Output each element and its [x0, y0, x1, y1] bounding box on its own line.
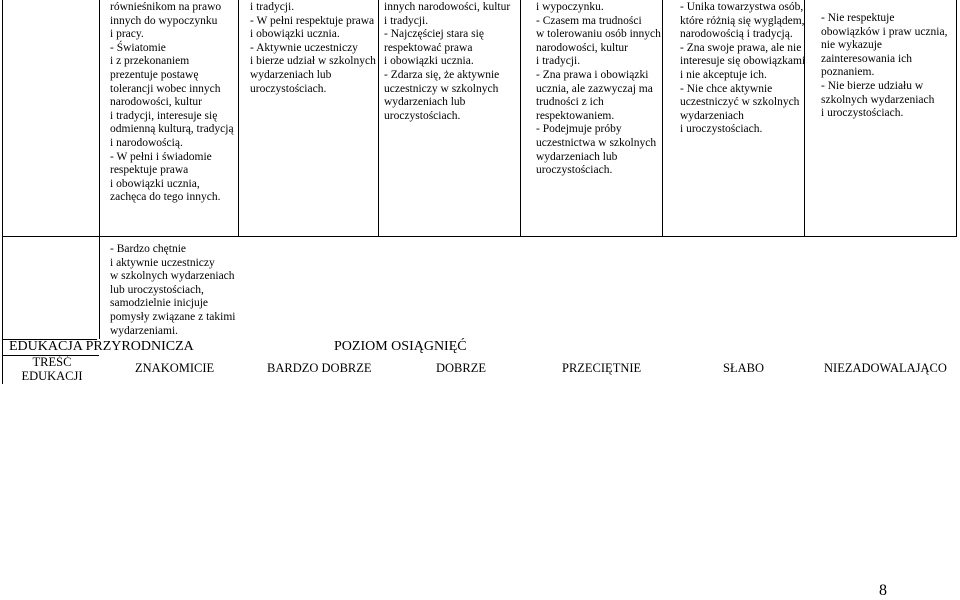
cell-col5: - Unika towarzystwa osób, które różnią się wyglądem, narodowością i tradycją. - Zna swoje prawa, ale nie interesuje się obowiązkami i nie akceptuje ich. - Nie chce aktywnie uczestniczyć w szkolnych wydarzeniach i uroczystościach.	[680, 1, 806, 136]
cell-col6: - Nie respektuje obowiązków i praw ucznia, nie wykazuje zainteresowania ich poznaniem. - Nie bierze udziału w szkolnych wydarzeniach i uroczystościach.	[821, 12, 948, 120]
content-label: TREŚĆ EDUKACJI	[21, 355, 83, 383]
column-divider-5	[662, 0, 663, 236]
table-border-left	[2, 0, 3, 384]
level-header-poor: SŁABO	[723, 361, 764, 375]
level-header-very-good: BARDZO DOBRZE	[267, 361, 372, 375]
level-title: POZIOM OSIĄGNIĘĆ	[334, 339, 467, 354]
column-divider-2	[238, 0, 239, 236]
cell-col1-lower: - Bardzo chętnie i aktywnie uczestniczy w szkolnych wydarzeniach lub uroczystościach, samodzielnie inicjuje pomysły związane z takimi wydarzeniami.	[110, 243, 236, 337]
table-border-right	[956, 0, 957, 236]
level-header-excellent: ZNAKOMICIE	[135, 361, 215, 375]
column-divider-4	[520, 0, 521, 236]
column-divider-1	[99, 0, 100, 339]
page-number: 8	[879, 582, 887, 599]
cell-col1-upper: równieśnikom na prawo innych do wypoczynku i pracy. - Światomie i z przekonaniem prezentuje postawę tolerancji wobec innych narodowości, kultur i tradycji, interesuje się odmienną kulturą, tradycją i narodowością. - W pełni i świadomie respektuje prawa i obowiązki ucznia, zachęca do tego innych.	[110, 1, 234, 204]
level-header-average: PRZECIĘTNIE	[562, 361, 642, 375]
level-header-unsatisfactory: NIEZADOWALAJĄCO	[824, 361, 947, 375]
column-divider-3	[378, 0, 379, 236]
cell-col3: innych narodowości, kultur i tradycji. - Najczęściej stara się respektować prawa i obowiązki ucznia. - Zdarza się, że aktywnie uczestniczy w szkolnych wydarzeniach lub uroczystościach.	[384, 1, 511, 122]
level-header-good: DOBRZE	[436, 361, 486, 375]
row-divider	[2, 236, 957, 237]
cell-col2: i tradycji. - W pełni respektuje prawa i obowiązki ucznia. - Aktywnie uczestniczy i bierze udział w szkolnych wydarzeniach lub uroczystościach.	[250, 1, 376, 95]
cell-col4: i wypoczynku. - Czasem ma trudności w tolerowaniu osób innych narodowości, kultur i tradycji. - Zna prawa i obowiązki ucznia, ale zazwyczaj ma trudności z ich respektowaniem. - Podejmuje próby uczestnictwa w szkolnych wydarzeniach lub uroczystościach.	[536, 1, 661, 177]
section-title: EDUKACJA PRZYRODNICZA	[9, 339, 194, 354]
